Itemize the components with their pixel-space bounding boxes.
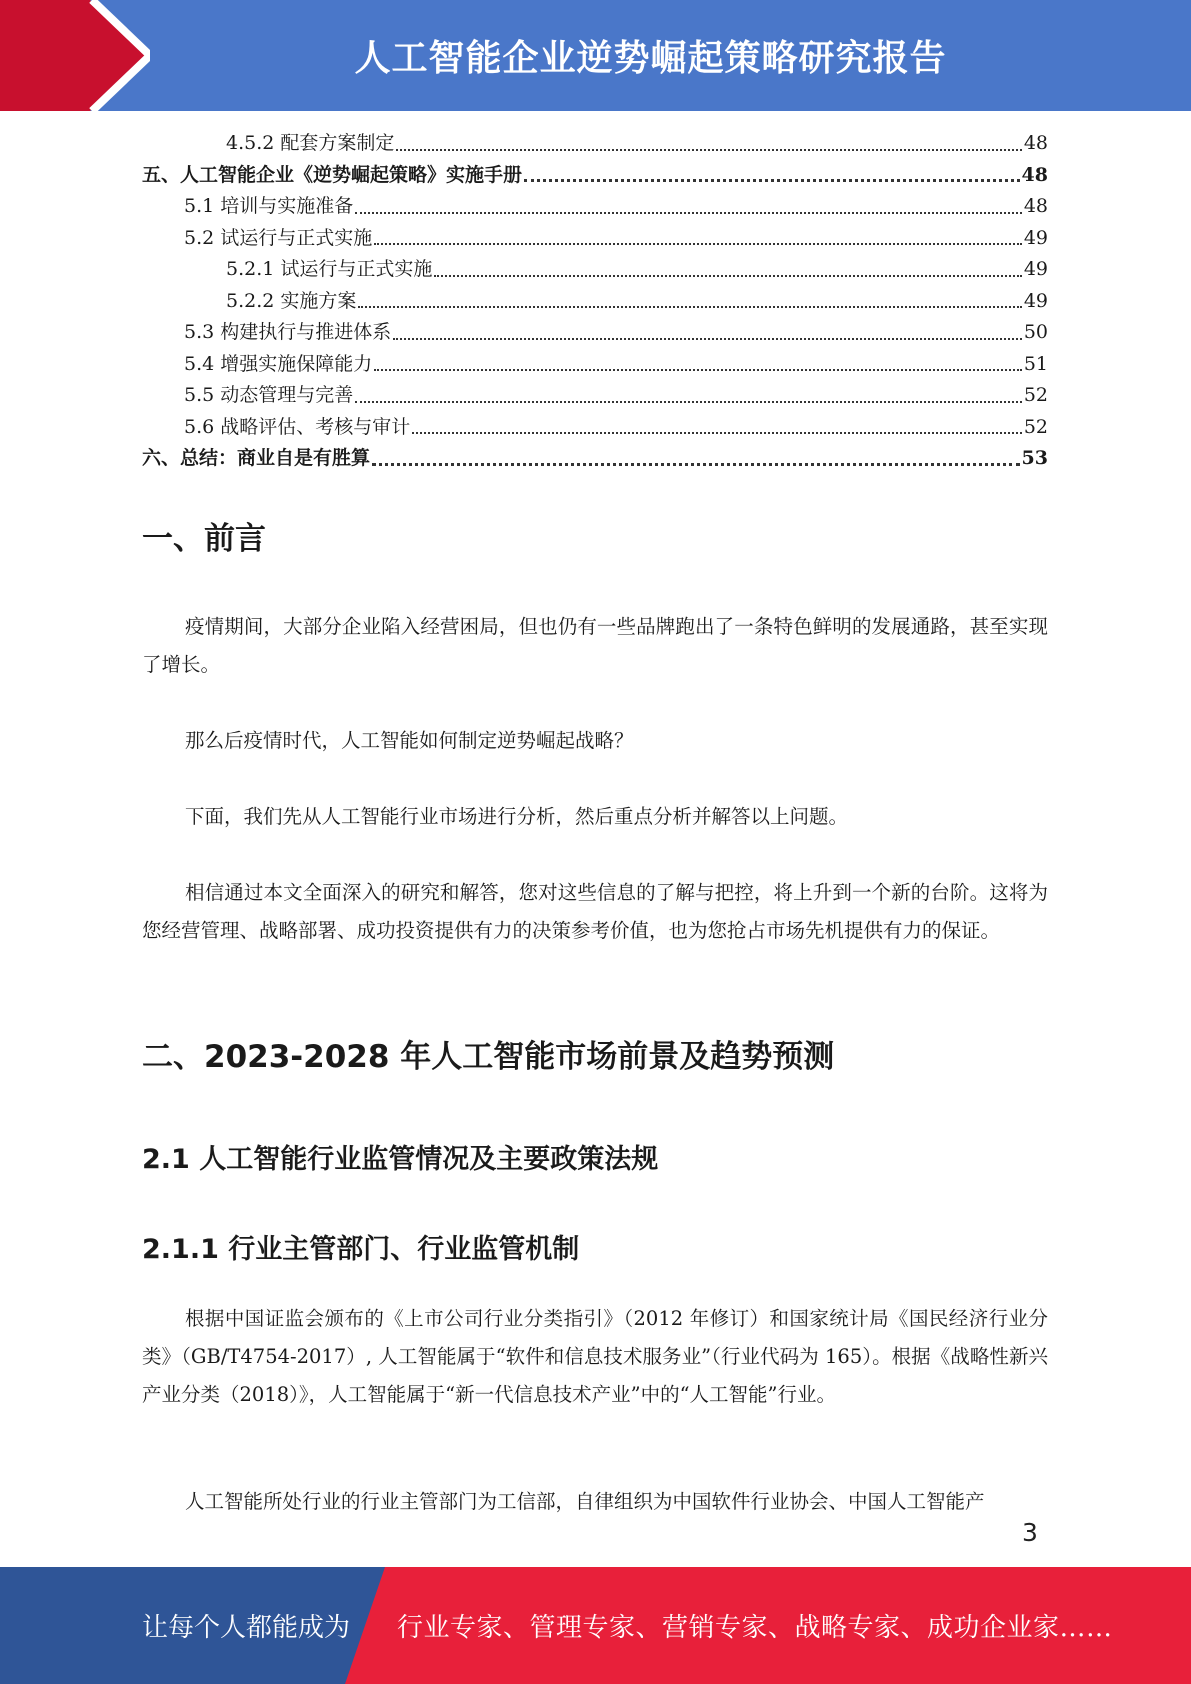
toc-entry[interactable] [142,317,1048,349]
toc-dot-leader [372,463,1020,466]
toc-entry-page: 51 [1023,352,1048,375]
paragraph: 那么后疫情时代，人工智能如何制定逆势崛起战略？ [185,729,634,752]
toc-entry-page: 50 [1023,321,1048,343]
subsection-heading: 2.1 人工智能行业监管情况及主要政策法规 [142,1144,659,1175]
red-chevron-decoration [0,0,150,111]
toc-dot-leader [358,306,1021,308]
footer-slogan-right: 行业专家、管理专家、营销专家、战略专家、成功企业家…… [397,1613,1113,1643]
paragraph: 人工智能所处行业的行业主管部门为工信部，自律组织为中国软件行业协会、中国人工智能产 [185,1490,985,1513]
toc-entry-label: 五、人工智能企业《逆势崛起策略》实施手册 [142,163,523,186]
toc-entry[interactable] [142,160,1048,192]
report-title: 人工智能企业逆势崛起策略研究报告 [354,38,947,79]
toc-dot-leader [355,401,1022,403]
toc-entry-label: 5.6 战略评估、考核与审计 [184,415,411,438]
toc-entry[interactable] [142,254,1048,286]
page-number: 3 [1022,1518,1038,1547]
toc-entry[interactable] [142,223,1048,255]
toc-entry-label: 5.5 动态管理与完善 [184,384,354,406]
header-banner [0,0,1191,111]
toc-entry[interactable] [142,286,1048,318]
toc-dot-leader [434,275,1021,277]
toc-entry-label: 5.3 构建执行与推进体系 [184,321,392,343]
footer-slogan-left: 让每个人都能成为 [142,1613,351,1643]
toc-entry-page: 48 [1021,163,1048,186]
toc-entry-label: 5.2 试运行与正式实施 [184,226,373,249]
toc-entry-label: 5.2.1 试运行与正式实施 [226,258,433,280]
toc-dot-leader [374,369,1022,371]
table-of-contents [142,128,1048,475]
paragraph: 相信通过本文全面深入的研究和解答，您对这些信息的了解与把控，将上升到一个新的台阶。这将为您经营管理、战略部署、成功投资提供有力的决策参考价值，也为您抢占市场先机提供有力的保证。 [142,881,1048,942]
subsubsection-heading: 2.1.1 行业主管部门、行业监管机制 [142,1234,580,1265]
toc-dot-leader [374,243,1022,245]
toc-entry-page: 48 [1023,195,1048,217]
paragraph: 根据中国证监会颁布的《上市公司行业分类指引》（2012 年修订）和国家统计局《国民经济行业分类》（GB/T4754-2017）, 人工智能属于“软件和信息技术服务业”（行业代码为 165）。根据《战略性新兴产业分类（2018）》，人工智能属于“新一代信息技术产业”中的“人工智能”行业。 [142,1307,1048,1406]
toc-dot-leader [412,432,1022,434]
toc-entry-page: 49 [1023,226,1048,249]
toc-entry[interactable] [142,380,1048,412]
toc-entry[interactable] [142,349,1048,381]
paragraph: 疫情期间，大部分企业陷入经营困局，但也仍有一些品牌跑出了一条特色鲜明的发展通路，甚至实现了增长。 [142,615,1048,676]
toc-entry-page: 49 [1023,258,1048,280]
toc-entry[interactable] [142,443,1048,475]
toc-entry-label: 5.1 培训与实施准备 [184,195,354,217]
toc-entry-page: 49 [1023,289,1048,312]
paragraph: 下面，我们先从人工智能行业市场进行分析，然后重点分析并解答以上问题。 [185,805,849,828]
toc-dot-leader [393,338,1022,340]
toc-entry-page: 48 [1023,132,1048,154]
toc-entry-label: 5.4 增强实施保障能力 [184,352,373,375]
toc-dot-leader [396,149,1021,151]
toc-entry[interactable] [142,128,1048,160]
footer-banner [0,1567,1191,1684]
toc-entry[interactable] [142,412,1048,444]
section-heading-market-outlook: 二、2023-2028 年人工智能市场前景及趋势预测 [142,1039,835,1075]
toc-entry-label: 5.2.2 实施方案 [226,289,357,312]
toc-entry-page: 52 [1023,415,1048,438]
toc-entry-label: 六、总结：商业自是有胜算 [142,447,371,469]
toc-dot-leader [524,179,1020,182]
section-heading-preface: 一、前言 [142,521,266,557]
toc-entry-label: 4.5.2 配套方案制定 [226,132,395,154]
toc-entry-page: 53 [1021,447,1048,469]
toc-entry[interactable] [142,191,1048,223]
toc-dot-leader [355,212,1022,214]
toc-entry-page: 52 [1023,384,1048,406]
